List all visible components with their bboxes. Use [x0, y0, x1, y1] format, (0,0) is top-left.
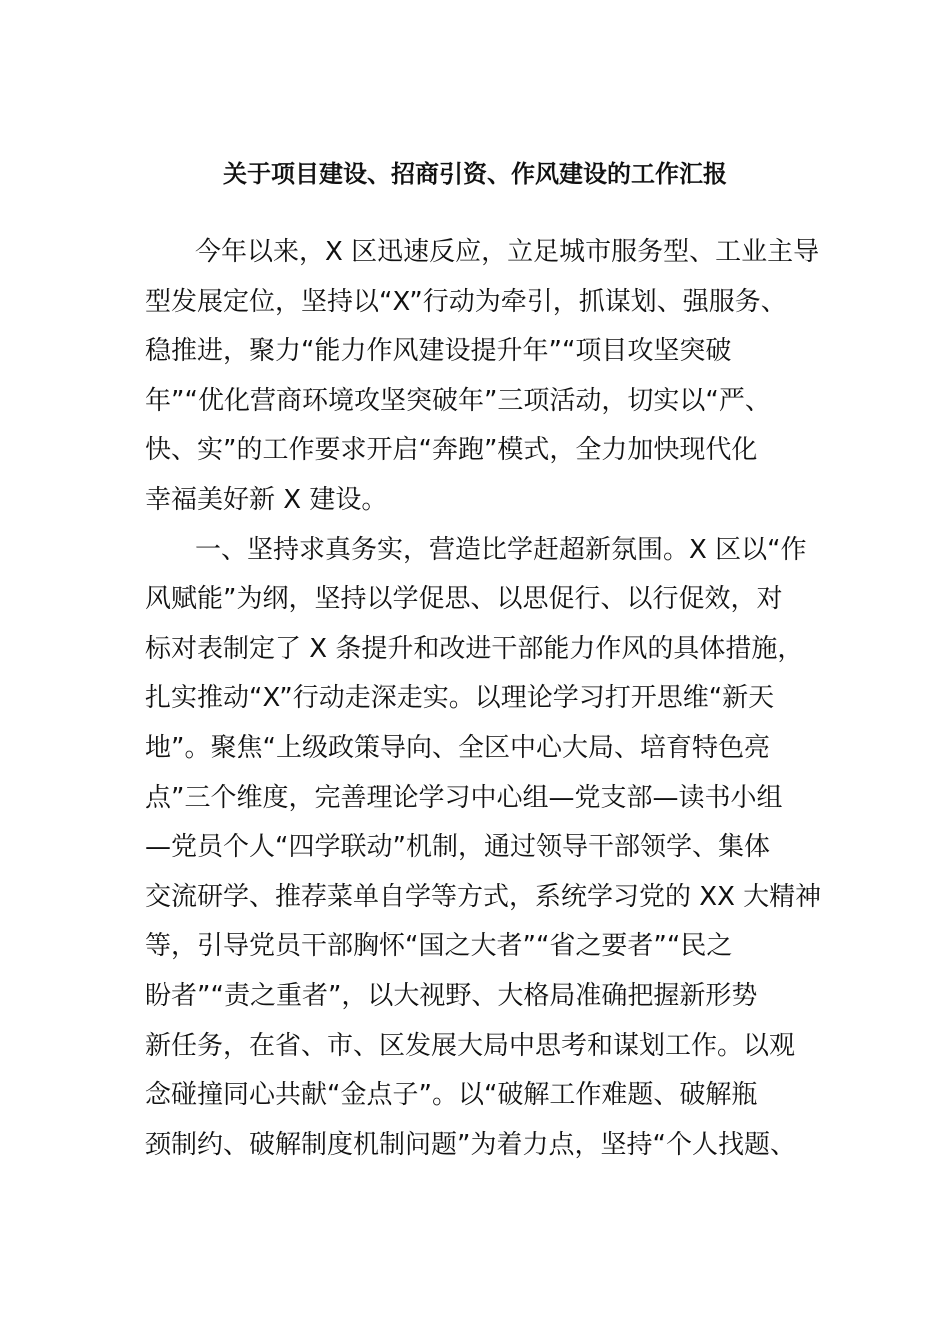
paragraph-line: 盼者”“责之重者”，以大视野、大格局准确把握新形势	[145, 980, 758, 1011]
paragraph-line: 稳推进，聚力“能力作风建设提升年”“项目攻坚突破	[145, 336, 732, 367]
paragraph-line: 标对表制定了 X 条提升和改进干部能力作风的具体措施，	[145, 633, 804, 664]
paragraph-line: 新任务，在省、市、区发展大局中思考和谋划工作。以观	[145, 1030, 796, 1061]
paragraph-line: 年”“优化营商环境攻坚突破年”三项活动，切实以“严、	[145, 385, 771, 416]
paragraph-line: 交流研学、推荐菜单自学等方式，系统学习党的 XX 大精神	[145, 881, 822, 912]
paragraph-line: 今年以来，X 区迅速反应，立足城市服务型、工业主导	[195, 237, 820, 267]
paragraph-line: 风赋能”为纲，坚持以学促思、以思促行、以行促效，对	[145, 584, 783, 615]
paragraph-line: 点”三个维度，完善理论学习中心组—党支部—读书小组	[145, 782, 783, 813]
paragraph-line: 快、实”的工作要求开启“奔跑”模式，全力加快现代化	[145, 435, 758, 466]
paragraph-line: 念碰撞同心共献“金点子”。以“破解工作难题、破解瓶	[145, 1080, 758, 1111]
paragraph-line: —党员个人“四学联动”机制，通过领导干部领学、集体	[145, 832, 770, 863]
paragraph-line: 一、坚持求真务实，营造比学赶超新氛围。X 区以“作	[195, 534, 807, 565]
paragraph-line: 扎实推动“X”行动走深走实。以理论学习打开思维“新天	[145, 683, 775, 714]
paragraph-line: 幸福美好新 X 建设。	[145, 484, 388, 515]
document-title: 关于项目建设、招商引资、作风建设的工作汇报	[223, 160, 727, 188]
paragraph-line: 地”。聚焦“上级政策导向、全区中心大局、培育特色亮	[145, 732, 770, 763]
paragraph-line: 颈制约、破解制度机制问题”为着力点，坚持“个人找题、	[145, 1129, 796, 1160]
document-body	[145, 228, 825, 1170]
paragraph-line: 等，引导党员干部胸怀“国之大者”“省之要者”“民之	[145, 931, 733, 962]
paragraph-line: 型发展定位，坚持以“X”行动为牵引，抓谋划、强服务、	[145, 286, 787, 317]
paragraph-1	[145, 228, 825, 526]
paragraph-2	[145, 526, 825, 1171]
